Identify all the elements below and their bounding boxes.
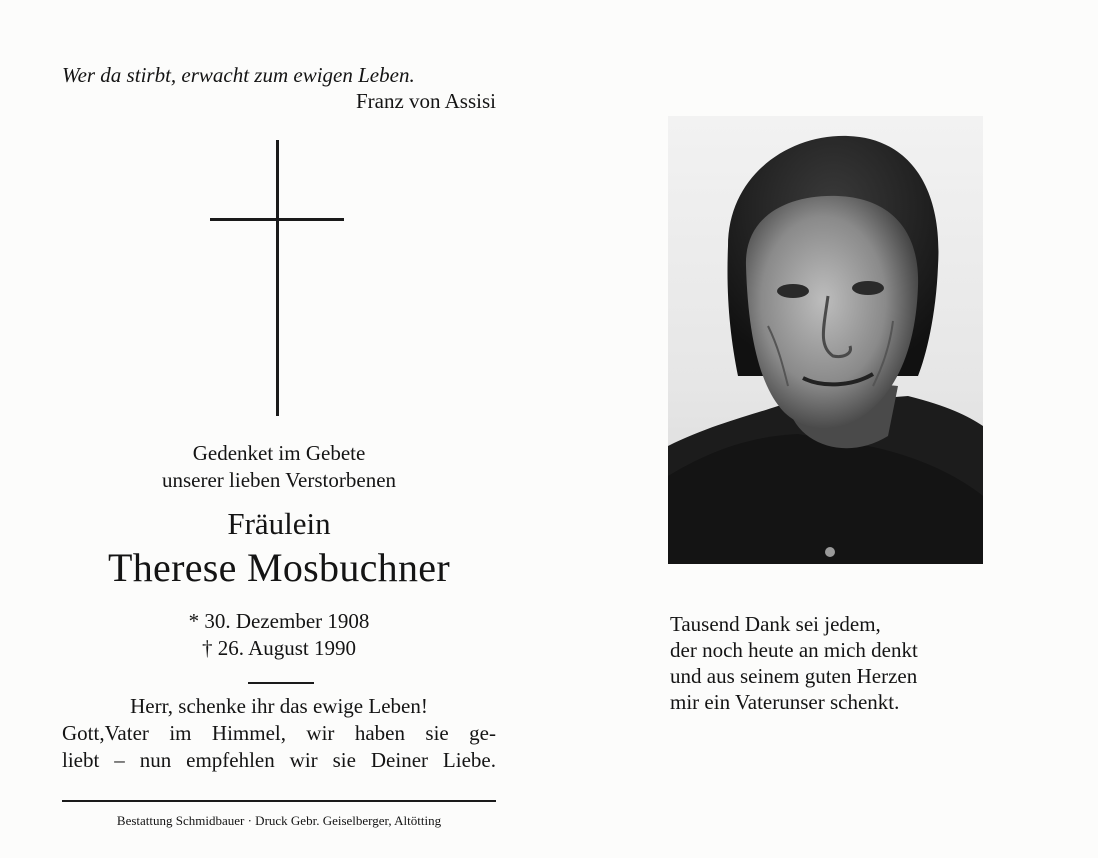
deceased-name: Therese Mosbuchner	[108, 545, 450, 590]
divider-short	[248, 682, 314, 684]
prayer-line-3: liebt – nun empfehlen wir sie Deiner Liebe.	[62, 748, 496, 772]
intro-line-2: unserer lieben Verstorbenen	[161, 468, 397, 492]
thanks-line: mir ein Vaterunser schenkt.	[670, 690, 900, 714]
prayer-line-2: Gott,Vater im Himmel, wir haben sie ge-	[62, 721, 496, 745]
thanks-line: der noch heute an mich denkt	[670, 638, 918, 662]
quote-text: Wer da stirbt, erwacht zum ewigen Leben.	[62, 63, 415, 87]
intro-line-1: Gedenket im Gebete	[192, 441, 366, 465]
thanks-line: und aus seinem guten Herzen	[670, 664, 918, 688]
thanks-line: Tausend Dank sei jedem,	[670, 612, 881, 636]
thanks-verse	[670, 611, 1030, 715]
prayer-line-1: Herr, schenke ihr das ewige Leben!	[130, 694, 428, 718]
card-right-panel	[560, 0, 1098, 858]
printer-credits: Bestattung Schmidbauer · Druck Gebr. Geiselberger, Altötting	[116, 813, 442, 828]
cross-horizontal-bar	[210, 218, 344, 221]
portrait-photo	[668, 116, 983, 564]
quote-author: Franz von Assisi	[355, 89, 496, 113]
cross-vertical-bar	[276, 140, 279, 416]
birth-date: * 30. Dezember 1908	[188, 609, 370, 633]
title-prefix: Fräulein	[227, 506, 331, 541]
divider-bottom	[62, 800, 496, 802]
death-date: † 26. August 1990	[201, 636, 356, 660]
